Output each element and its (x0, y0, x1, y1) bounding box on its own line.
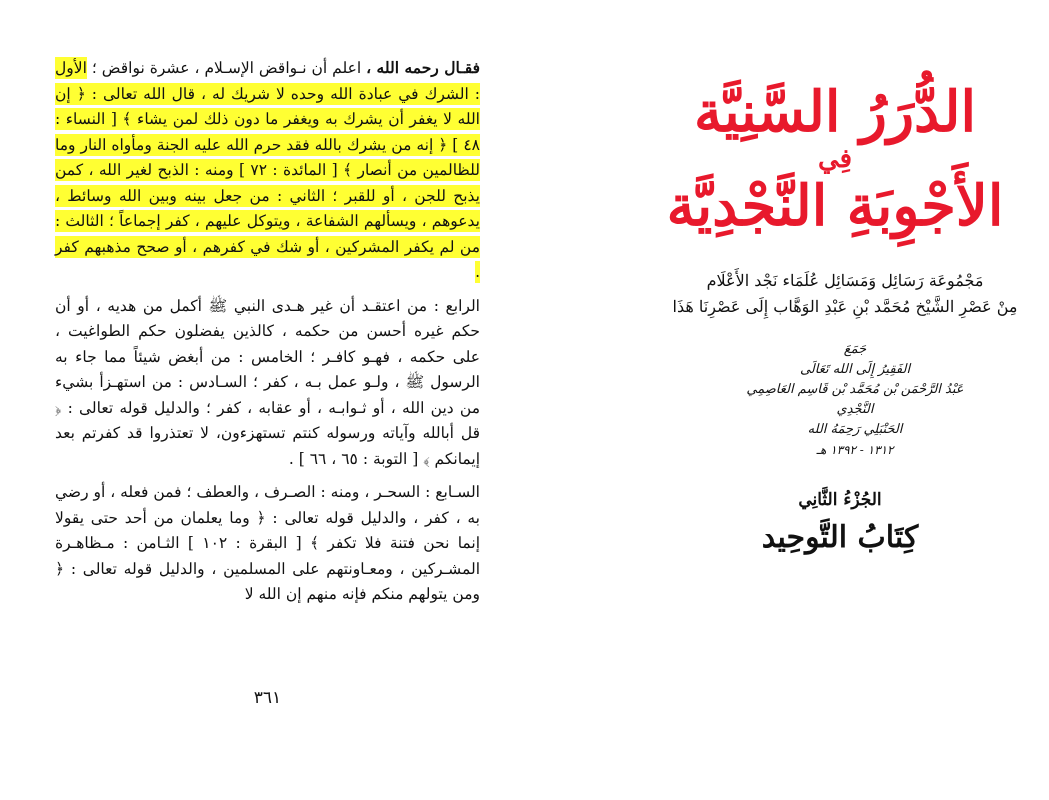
left-page (0, 0, 520, 800)
paragraph-3: السـابع : السحـر ، ومنه : الصـرف ، والعطف ؛ فمن فعله ، أو رضي به ، كفر ، والدليل قوله تعالى : ﴿ وما يعلمان من أحد حتى يقولا إنما نحن فتنة فلا تكفر ﴾ [ البقرة : ١٠٢ ] الثـامن : مـظاهـرة المشـركين ، ومعـاونتهم على المسلمين ، والدليل قوله تعالى : ﴿ ومن يتولهم منكم فإنه منهم إن الله لا (54, 483, 480, 603)
subtitle-line-2: مِنْ عَصْرِ الشَّيْخ مُحَمَّد بْنِ عَبْدِ الوَهَّاب إِلَى عَصْرِنَا هَذَا (672, 297, 1018, 316)
title-connector: فِي (817, 144, 853, 174)
subtitle-line-1: مَجْمُوعَة رَسَائِل وَمَسَائِل عُلَمَاء نَجْد الأَعْلَام (706, 271, 984, 290)
part-label: الجُزْءُ الثَّانِي (798, 490, 882, 510)
paragraph-2: الرابع : من اعتقـد أن غير هـدى النبي ﷺ أكمل من هديه ، أو أن حكم غيره أحسن من حكمه ، كالذين يفضلون حكم الطواغيت ، على حكمه ، فهـو كافـر ؛ الخامس : من أبغض شيئاً مما جاء به الرسول ﷺ ، ولـو عمل بـه ، كفر ؛ السـادس : من استهـزأ بشيء من دين الله ، أو ثـوابـه ، أو عقابه ، كفر ؛ والدليل قوله تعالى : ﴿ قل أبالله وآياته ورسوله كنتم تستهزءون، لا تعتذروا قد كفرتم بعد إيمانكم ﴾ [ التوبة : ٦٥ ، ٦٦ ] . (55, 296, 480, 468)
right-page (520, 0, 1049, 800)
compiler-dates: ١٣١٢ - ١٣٩٢ هـ (816, 443, 894, 457)
compiler-line-3: الحَنْبَلِي رَحِمَهُ الله (807, 422, 903, 437)
intro-text: اعلم أن نـواقض الإسـلام ، عشرة نواقض ؛ (86, 59, 367, 77)
paragraph-1 (55, 55, 480, 286)
lead-phrase: فقـال رحمه الله ، (366, 58, 481, 77)
subtitle (650, 268, 1040, 320)
compiler-line-2: عَبْدُ الرَّحْمَن بْن مُحَمَّد بْن قَاسِم العَاصِمِي النَّجْدِي (746, 382, 964, 417)
highlighted-text: الأول : الشرك في عبادة الله وحده لا شريك له ، قال الله تعالى : ﴿ إن الله لا يغفر أن يشرك به ويغفر ما دون ذلك لمن يشاء ﴾ [ النساء : ٤٨ ] ﴿ إنه من يشرك بالله فقد حرم الله عليه الجنة ومأواه النار وما للظالمين من أنصار ﴾ [ المائدة : ٧٢ ] ومنه : الذبح لغير الله ، كمن يذبح للجن ، أو للقبر ؛ الثاني : من جعل بينه وبين الله وسائط ، يدعوهم ، ويسألهم الشفاعة ، ويتوكل عليهم ، كفر إجماعاً ؛ الثالث : من لم يكفر المشركين ، أو شك في كفرهم ، أو صحح مذهبهم كفر . (55, 59, 480, 281)
title-line-1: الدُّرَرُ السَّنِيَّة (694, 79, 976, 145)
book-title (650, 80, 1020, 238)
compiler-line-1: الفَقِيرُ إِلَى الله تَعَالَى (799, 362, 911, 377)
body-text (55, 55, 480, 608)
book-section-title: كِتَابُ التَّوحِيد (761, 520, 919, 555)
title-line-2: الأَجْوِبَةِ النَّجْدِيَّة (666, 173, 1004, 239)
page-number: ٣٦١ (253, 688, 282, 708)
compiler-heading: جَمَعَ (843, 342, 867, 357)
compiler-block (735, 340, 975, 460)
